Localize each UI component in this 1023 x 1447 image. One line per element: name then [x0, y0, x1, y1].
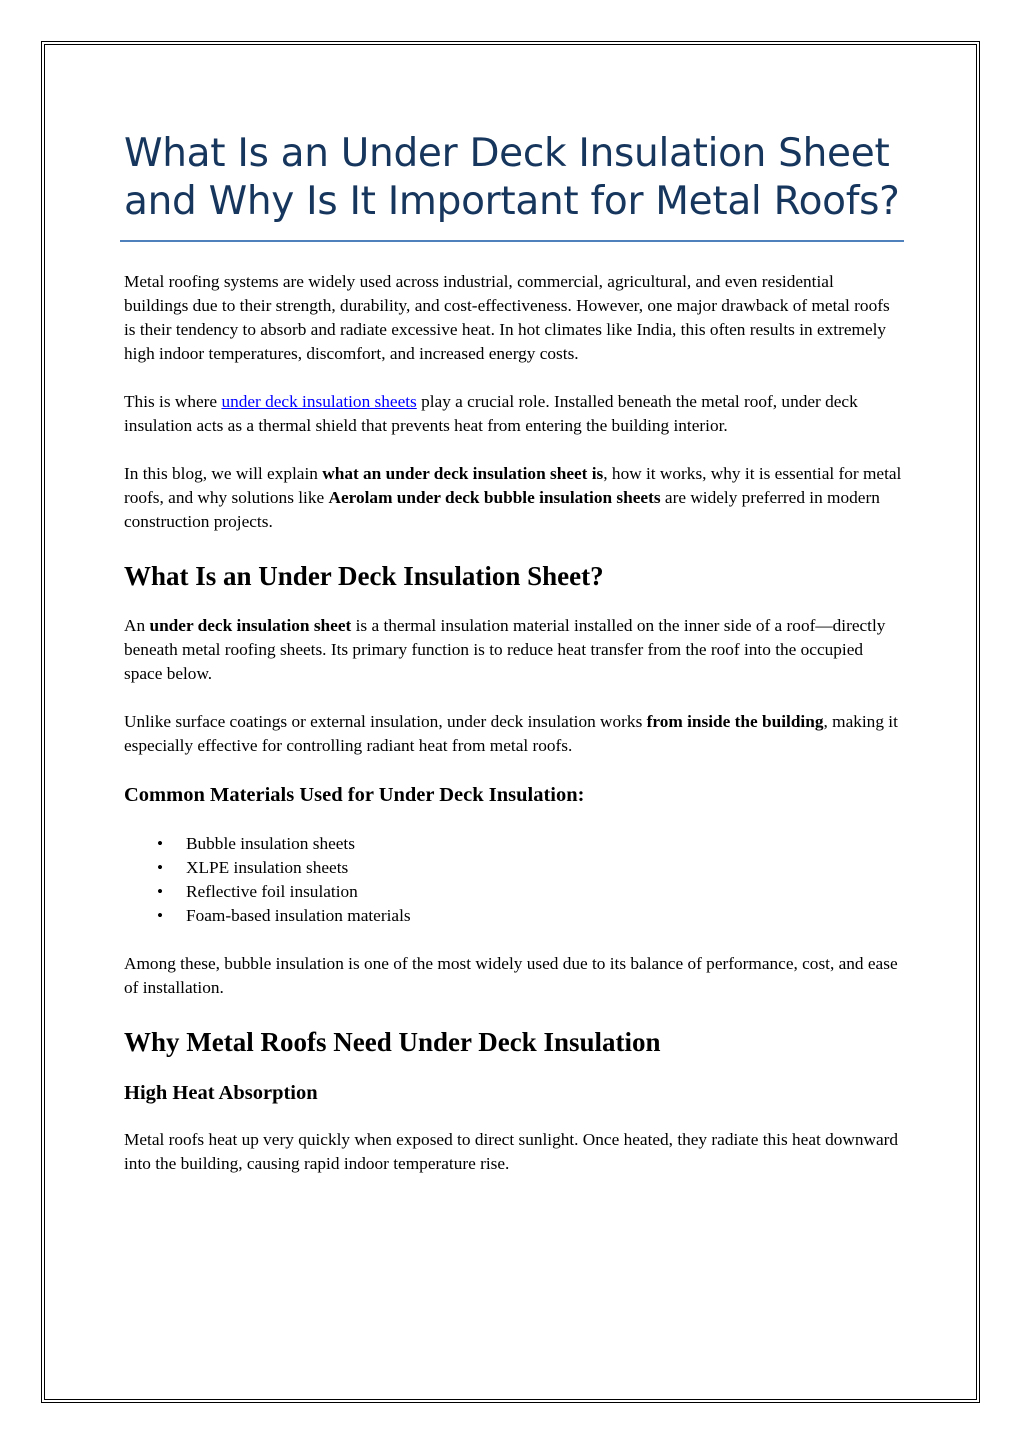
section1-p1-bold-term: under deck insulation sheet	[149, 616, 352, 635]
intro-p3-bold-product: Aerolam under deck bubble insulation sheets	[328, 488, 661, 507]
section1-p2-bold-phrase: from inside the building	[646, 712, 824, 731]
list-item	[124, 856, 902, 880]
section1-p2-text-a: Unlike surface coatings or external insulation, under deck insulation works	[124, 712, 647, 731]
list-item-text: Reflective foil insulation	[186, 882, 358, 901]
bullet-icon: •	[157, 858, 164, 877]
under-deck-insulation-sheets-link[interactable]: under deck insulation sheets	[221, 392, 417, 411]
intro-paragraph-1: Metal roofing systems are widely used across industrial, commercial, agricultural, and even residential buildings due to their strength, durability, and cost-effectiveness. However, one major drawback of metal roofs is their tendency to absorb and radiate excessive heat. In hot climates like India, this often results in extremely high indoor temperatures, discomfort, and increased energy costs.	[124, 272, 890, 363]
section-heading-why-metal-roofs: Why Metal Roofs Need Under Deck Insulation	[124, 1027, 661, 1057]
intro-p2-text-before: This is where	[124, 392, 222, 411]
section1-paragraph-1	[124, 614, 902, 686]
document-body	[124, 124, 902, 1176]
bullet-icon: •	[157, 834, 164, 853]
intro-p3-text-c: , how it works, why it is essential for metal roofs, and why solutions like	[124, 464, 902, 507]
intro-p3-text-a: In this blog, we will explain	[124, 464, 323, 483]
list-item	[124, 832, 902, 856]
bullet-icon: •	[157, 882, 164, 901]
section-heading-what-is: What Is an Under Deck Insulation Sheet?	[124, 561, 604, 591]
list-item	[124, 904, 902, 928]
section2-paragraph-1: Metal roofs heat up very quickly when exposed to direct sunlight. Once heated, they radiate this heat downward into the building, causing rapid indoor temperature rise.	[124, 1130, 899, 1173]
section1-p2-text-c: , making it especially effective for controlling radiant heat from metal roofs.	[124, 712, 898, 755]
materials-list	[124, 832, 902, 928]
subheading-common-materials: Common Materials Used for Under Deck Insulation:	[124, 784, 585, 806]
intro-p3-bold-definition: what an under deck insulation sheet is	[322, 464, 604, 483]
list-item-text: Bubble insulation sheets	[186, 834, 355, 853]
section1-paragraph-3: Among these, bubble insulation is one of the most widely used due to its balance of performance, cost, and ease of installation.	[124, 954, 898, 997]
list-item-text: XLPE insulation sheets	[186, 858, 349, 877]
intro-paragraph-2	[124, 390, 902, 438]
document-title: What Is an Under Deck Insulation Sheet and Why Is It Important for Metal Roofs?	[124, 131, 900, 224]
section1-paragraph-2	[124, 710, 902, 758]
list-item-text: Foam-based insulation materials	[186, 906, 411, 925]
bullet-icon: •	[157, 906, 164, 925]
title-underline-rule	[120, 240, 904, 242]
subheading-high-heat-absorption: High Heat Absorption	[124, 1082, 318, 1104]
list-item	[124, 880, 902, 904]
intro-p2-text-after: play a crucial role. Installed beneath the metal roof, under deck insulation acts as a thermal shield that prevents heat from entering the building interior.	[124, 392, 858, 435]
intro-p3-text-e: are widely preferred in modern construction projects.	[124, 488, 880, 531]
section1-p1-text-a: An	[124, 616, 150, 635]
intro-paragraph-3	[124, 462, 902, 534]
section1-p1-text-c: is a thermal insulation material installed on the inner side of a roof—directly beneath metal roofing sheets. Its primary function is to reduce heat transfer from the roof into the occupied space below.	[124, 616, 886, 683]
